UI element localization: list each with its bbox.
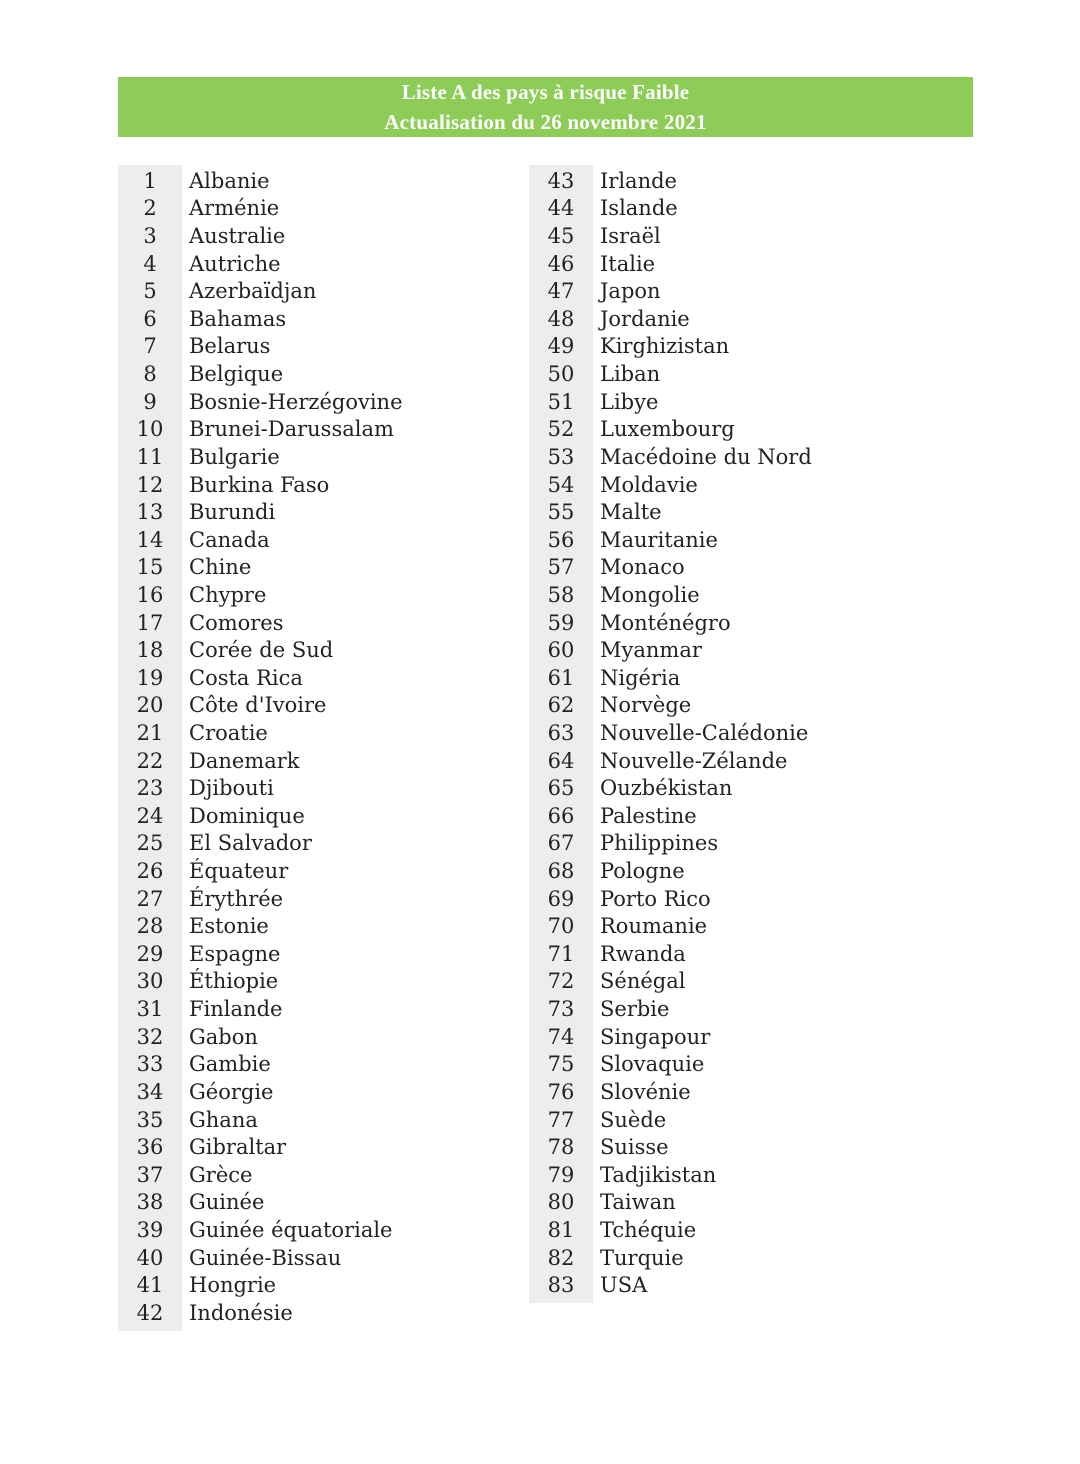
country-number: 75 [547, 1052, 575, 1077]
country-name: Japon [600, 279, 661, 304]
country-row [118, 1051, 403, 1079]
country-row [118, 885, 403, 913]
country-name: Djibouti [189, 776, 274, 801]
country-row [529, 333, 812, 361]
country-number: 54 [547, 472, 575, 497]
country-row [529, 1216, 812, 1244]
country-name: Équateur [189, 859, 289, 884]
country-number: 59 [547, 610, 575, 635]
country-row [118, 250, 403, 278]
country-row [118, 471, 403, 499]
country-number: 44 [547, 196, 575, 221]
country-row [118, 636, 403, 664]
country-row [118, 995, 403, 1023]
country-name: Belgique [189, 362, 284, 387]
country-name: Chine [189, 555, 252, 580]
country-row [529, 1271, 812, 1299]
country-number: 61 [547, 665, 575, 690]
country-row [118, 719, 403, 747]
country-name: Liban [600, 362, 661, 387]
country-column-left [118, 167, 403, 1327]
country-number: 73 [547, 997, 575, 1022]
country-number: 62 [547, 693, 575, 718]
country-number: 2 [143, 196, 157, 221]
country-number: 49 [547, 334, 575, 359]
country-number: 64 [547, 748, 575, 773]
country-name: Mauritanie [600, 527, 718, 552]
country-row [529, 250, 812, 278]
country-row [118, 968, 403, 996]
country-number: 12 [136, 472, 164, 497]
country-number: 82 [547, 1245, 575, 1270]
country-row [529, 277, 812, 305]
country-row [118, 1216, 403, 1244]
country-row [529, 498, 812, 526]
country-name: Pologne [600, 859, 685, 884]
country-number: 79 [547, 1162, 575, 1187]
country-name: Nouvelle-Zélande [600, 748, 788, 773]
country-row [529, 940, 812, 968]
country-number: 71 [547, 941, 575, 966]
country-row [529, 609, 812, 637]
country-number: 52 [547, 417, 575, 442]
country-name: Géorgie [189, 1079, 274, 1104]
country-row [529, 885, 812, 913]
country-name: El Salvador [189, 831, 312, 856]
country-row [118, 1106, 403, 1134]
country-name: Turquie [600, 1245, 684, 1270]
country-name: Côte d'Ivoire [189, 693, 327, 718]
country-row [118, 333, 403, 361]
country-row [118, 774, 403, 802]
country-name: Danemark [189, 748, 300, 773]
country-number: 48 [547, 306, 575, 331]
country-name: Suisse [600, 1135, 669, 1160]
country-number: 51 [547, 389, 575, 414]
country-name: Libye [600, 389, 659, 414]
country-number: 30 [136, 969, 164, 994]
country-number: 53 [547, 444, 575, 469]
country-number: 56 [547, 527, 575, 552]
country-number: 45 [547, 224, 575, 249]
country-row [529, 1189, 812, 1217]
country-row [529, 443, 812, 471]
country-number: 22 [136, 748, 164, 773]
country-row [118, 692, 403, 720]
country-name: Ouzbékistan [600, 776, 733, 801]
country-number: 19 [136, 665, 164, 690]
country-row [118, 305, 403, 333]
country-row [529, 167, 812, 195]
country-row [529, 1078, 812, 1106]
country-name: Éthiopie [189, 969, 279, 994]
country-name: Comores [189, 610, 284, 635]
country-row [529, 554, 812, 582]
country-name: Azerbaïdjan [189, 279, 317, 304]
country-name: Tadjikistan [600, 1162, 717, 1187]
country-name: Indonésie [189, 1300, 293, 1325]
country-name: Porto Rico [600, 886, 711, 911]
country-row [118, 581, 403, 609]
country-list-right [529, 167, 812, 1299]
country-row [529, 526, 812, 554]
country-row [529, 1051, 812, 1079]
country-name: Bulgarie [189, 444, 280, 469]
country-number: 21 [136, 720, 164, 745]
country-number: 33 [136, 1052, 164, 1077]
country-row [529, 388, 812, 416]
country-row [529, 471, 812, 499]
country-name: Espagne [189, 941, 281, 966]
country-row [118, 167, 403, 195]
country-number: 76 [547, 1079, 575, 1104]
country-row [118, 1271, 403, 1299]
country-name: Norvège [600, 693, 692, 718]
country-number: 35 [136, 1107, 164, 1132]
country-column-right [529, 167, 812, 1299]
country-row [118, 443, 403, 471]
country-number: 27 [136, 886, 164, 911]
country-number: 43 [547, 168, 575, 193]
country-row [529, 415, 812, 443]
country-number: 3 [143, 224, 157, 249]
country-number: 46 [547, 251, 575, 276]
country-name: Tchéquie [600, 1217, 697, 1242]
country-number: 11 [136, 444, 164, 469]
country-name: Gabon [189, 1024, 258, 1049]
country-row [118, 1023, 403, 1051]
country-number: 26 [136, 859, 164, 884]
country-name: Costa Rica [189, 665, 303, 690]
country-row [529, 912, 812, 940]
country-number: 25 [136, 831, 164, 856]
country-number: 31 [136, 997, 164, 1022]
country-number: 29 [136, 941, 164, 966]
country-row [118, 664, 403, 692]
country-name: Corée de Sud [189, 638, 334, 663]
country-number: 57 [547, 555, 575, 580]
country-name: Rwanda [600, 941, 686, 966]
country-number: 14 [136, 527, 164, 552]
country-name: Bosnie-Herzégovine [189, 389, 403, 414]
country-name: Australie [189, 224, 286, 249]
country-number: 58 [547, 582, 575, 607]
country-name: Macédoine du Nord [600, 444, 812, 469]
country-number: 8 [143, 362, 157, 387]
country-row [529, 995, 812, 1023]
country-row [118, 195, 403, 223]
country-number: 66 [547, 803, 575, 828]
country-row [529, 581, 812, 609]
country-number: 9 [143, 389, 157, 414]
country-number: 4 [143, 251, 157, 276]
country-name: Estonie [189, 914, 269, 939]
country-name: Taiwan [600, 1190, 676, 1215]
country-name: Philippines [600, 831, 719, 856]
country-name: Irlande [600, 168, 677, 193]
country-row [118, 498, 403, 526]
country-name: Suède [600, 1107, 667, 1132]
country-number: 1 [143, 168, 157, 193]
country-number: 13 [136, 500, 164, 525]
country-name: Chypre [189, 582, 267, 607]
country-row [529, 195, 812, 223]
country-name: Slovénie [600, 1079, 691, 1104]
country-row [118, 1161, 403, 1189]
country-number: 18 [136, 638, 164, 663]
country-name: Guinée-Bissau [189, 1245, 342, 1270]
country-number: 28 [136, 914, 164, 939]
country-name: Roumanie [600, 914, 708, 939]
country-row [118, 830, 403, 858]
country-number: 6 [143, 306, 157, 331]
country-name: Burundi [189, 500, 276, 525]
country-row [529, 719, 812, 747]
country-number: 24 [136, 803, 164, 828]
country-number: 80 [547, 1190, 575, 1215]
country-row [529, 857, 812, 885]
country-row [118, 526, 403, 554]
country-name: Monaco [600, 555, 685, 580]
country-number: 17 [136, 610, 164, 635]
country-name: Monténégro [600, 610, 731, 635]
country-number: 78 [547, 1135, 575, 1160]
country-name: Guinée équatoriale [189, 1217, 393, 1242]
country-number: 7 [143, 334, 157, 359]
list-title: Liste A des pays à risque Faible [401, 80, 690, 104]
country-row [118, 1189, 403, 1217]
country-row [118, 1078, 403, 1106]
country-row [118, 940, 403, 968]
country-row [118, 415, 403, 443]
country-row [118, 609, 403, 637]
country-name: Albanie [189, 168, 270, 193]
country-name: Malte [600, 500, 662, 525]
list-header [118, 77, 973, 137]
country-row [118, 747, 403, 775]
country-row [529, 1244, 812, 1272]
country-name: Dominique [189, 803, 305, 828]
country-name: Singapour [600, 1024, 711, 1049]
country-row [118, 222, 403, 250]
country-row [118, 912, 403, 940]
country-row [529, 968, 812, 996]
country-number: 50 [547, 362, 575, 387]
country-number: 34 [136, 1079, 164, 1104]
country-name: Bahamas [189, 306, 287, 331]
country-name: Érythrée [189, 886, 284, 911]
country-number: 20 [136, 693, 164, 718]
country-row [118, 1244, 403, 1272]
country-number: 74 [547, 1024, 575, 1049]
country-name: Finlande [189, 997, 283, 1022]
country-name: Luxembourg [600, 417, 735, 442]
country-name: Autriche [189, 251, 281, 276]
country-number: 68 [547, 859, 575, 884]
country-number: 55 [547, 500, 575, 525]
country-row [529, 1106, 812, 1134]
country-name: Mongolie [600, 582, 700, 607]
country-number: 37 [136, 1162, 164, 1187]
country-number: 10 [136, 417, 164, 442]
country-row [529, 222, 812, 250]
country-name: Moldavie [600, 472, 698, 497]
country-name: Israël [600, 224, 661, 249]
country-row [529, 305, 812, 333]
country-name: Italie [600, 251, 656, 276]
country-name: Islande [600, 196, 678, 221]
country-number: 83 [547, 1273, 575, 1298]
country-row [529, 1133, 812, 1161]
country-number: 38 [136, 1190, 164, 1215]
country-row [118, 1299, 403, 1327]
country-number: 23 [136, 776, 164, 801]
country-number: 69 [547, 886, 575, 911]
country-row [529, 636, 812, 664]
country-name: Ghana [189, 1107, 258, 1132]
country-name: Sénégal [600, 969, 686, 994]
country-name: Guinée [189, 1190, 265, 1215]
country-row [118, 360, 403, 388]
country-name: Palestine [600, 803, 697, 828]
country-name: USA [600, 1273, 648, 1298]
country-number: 63 [547, 720, 575, 745]
country-name: Hongrie [189, 1273, 277, 1298]
country-list-left [118, 167, 403, 1327]
country-name: Slovaquie [600, 1052, 705, 1077]
country-number: 16 [136, 582, 164, 607]
country-row [529, 774, 812, 802]
country-name: Arménie [189, 196, 280, 221]
country-number: 70 [547, 914, 575, 939]
country-name: Gambie [189, 1052, 271, 1077]
country-name: Nigéria [600, 665, 681, 690]
country-name: Belarus [189, 334, 271, 359]
country-number: 81 [547, 1217, 575, 1242]
country-number: 72 [547, 969, 575, 994]
country-row [118, 277, 403, 305]
country-name: Croatie [189, 720, 268, 745]
country-name: Canada [189, 527, 270, 552]
country-name: Nouvelle-Calédonie [600, 720, 809, 745]
country-name: Kirghizistan [600, 334, 730, 359]
country-row [529, 1161, 812, 1189]
country-row [529, 830, 812, 858]
country-name: Myanmar [600, 638, 702, 663]
country-row [529, 747, 812, 775]
country-name: Jordanie [600, 306, 690, 331]
country-row [529, 1023, 812, 1051]
country-row [529, 664, 812, 692]
country-row [118, 857, 403, 885]
country-row [118, 388, 403, 416]
country-row [529, 802, 812, 830]
country-number: 15 [136, 555, 164, 580]
country-name: Burkina Faso [189, 472, 330, 497]
country-name: Brunei-Darussalam [189, 417, 394, 442]
country-number: 77 [547, 1107, 575, 1132]
country-name: Grèce [189, 1162, 253, 1187]
country-number: 60 [547, 638, 575, 663]
country-number: 32 [136, 1024, 164, 1049]
country-row [118, 802, 403, 830]
country-row [529, 360, 812, 388]
country-number: 42 [136, 1300, 164, 1325]
country-row [118, 554, 403, 582]
country-number: 36 [136, 1135, 164, 1160]
country-number: 40 [136, 1245, 164, 1270]
country-number: 47 [547, 279, 575, 304]
country-row [529, 692, 812, 720]
country-number: 67 [547, 831, 575, 856]
country-number: 5 [143, 279, 157, 304]
country-number: 65 [547, 776, 575, 801]
list-subtitle: Actualisation du 26 novembre 2021 [384, 110, 707, 134]
country-number: 39 [136, 1217, 164, 1242]
country-name: Gibraltar [189, 1135, 287, 1160]
country-number: 41 [136, 1273, 164, 1298]
country-name: Serbie [600, 997, 670, 1022]
country-row [118, 1133, 403, 1161]
